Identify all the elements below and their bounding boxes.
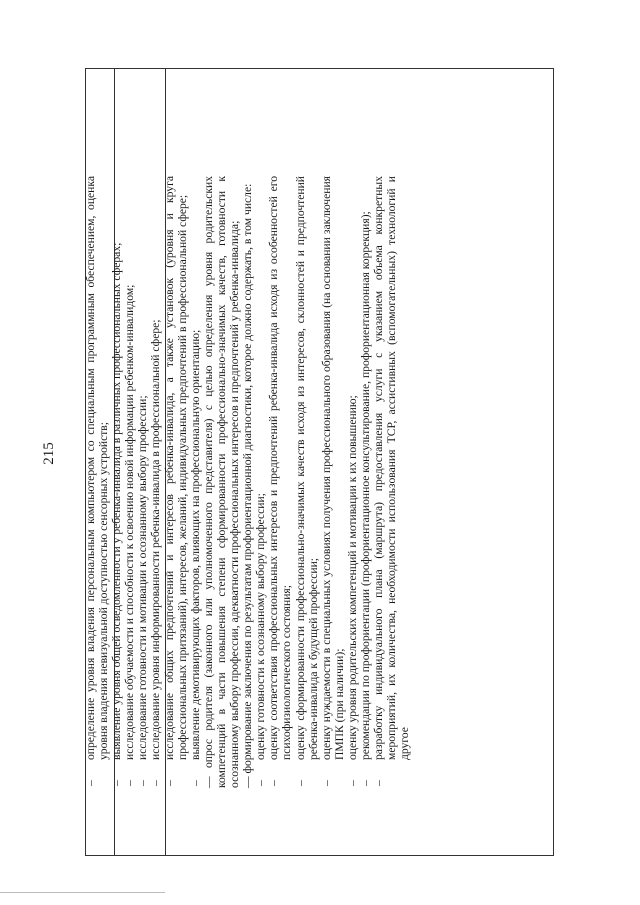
list-item-text: исследование общих предпочтений и интересов ребенка-инвалида, а также установок (уровня и круга профессиональных притязаний), интересов, желаний, индивидуальных предпочтений в профессиональной сфере;	[162, 176, 189, 760]
list-item-marker: –	[345, 780, 359, 786]
list-item-marker: –	[149, 780, 163, 786]
list-item-marker: –	[358, 780, 372, 786]
list-item-text: исследование обучаемости и способности к освоению новой информации ребенком-инвалидом;	[123, 284, 137, 760]
list-item-text: разработку индивидуального плана (маршрута) предоставления услуги с указанием объема конкретных мероприятий, их количества, необходимости использования ТСР, ассистивных (вспомогательных) технологий и другое	[372, 176, 412, 760]
list-item-text: оценку нуждаемости в специальных условиях получения профессионального образования (на основании заключения ПМПК (при наличии);	[319, 176, 346, 760]
list-item-marker: –	[372, 780, 386, 786]
list-item-marker: –	[267, 780, 281, 786]
list-item-text: исследование уровня информированности ребенка-инвалида в профессиональной сфере;	[149, 319, 163, 760]
cell-content	[80, 172, 411, 792]
list-item-text: рекомендации по профориентации (профориентационное консультирование, профориентационная коррекция);	[358, 211, 372, 760]
page-number	[38, 428, 60, 478]
list-item	[123, 176, 136, 788]
list-item	[84, 176, 110, 788]
list-item-marker: –	[254, 780, 268, 786]
list-item	[320, 176, 346, 788]
list-item	[346, 176, 359, 788]
list-item-marker: –	[188, 780, 202, 786]
rotated-table-cell	[80, 172, 550, 792]
list-item-marker: –	[319, 780, 333, 786]
list-item	[294, 176, 320, 788]
list-item-marker: –	[293, 780, 307, 786]
list-item-text: оценку сформированности профессионально-значимых качеств исходя из интересов, склонностей и предпочтений ребенка-инвалида к будущей профессии;	[293, 176, 320, 760]
list-item	[254, 176, 267, 788]
list-item	[110, 176, 123, 788]
list-item-text: оценку соответствия профессиональных интересов и предпочтений ребенка-инвалида исходя из особенностей его психофизиологического состояния;	[267, 176, 294, 760]
paragraph: — формирование заключения по результатам профориентационной диагностики, которое должно содержать, в том числе:	[241, 183, 255, 788]
list-item-text: оценку уровня родительских компетенций и мотивации к их повышению;	[345, 395, 359, 760]
list-item	[359, 176, 372, 788]
list-item-marker: –	[110, 780, 124, 786]
list-item-marker: –	[162, 780, 176, 786]
list-item-text: выявление демотивирующих факторов, влияющих на профессиональную ориентацию;	[188, 329, 202, 760]
list-item-marker: –	[136, 780, 150, 786]
list-item	[149, 176, 162, 788]
list-item	[189, 176, 202, 788]
list-item-marker: –	[84, 780, 97, 786]
list-item	[136, 176, 149, 788]
list-item	[267, 176, 293, 788]
list-item-text: определение уровня владения персональным компьютером со специальным программным обеспечением, оценка уровня владения невизуальной доступностью сенсорных устройств;	[84, 176, 111, 760]
list-item	[372, 176, 411, 788]
paragraph: — опрос родителя (законного или уполномоченного представителя) с целью определения уровня родительских компетенций в части повышения степени сформированности профессионально-значимых качеств, готовности к осознанному выбору профессии, адекватности профессиональных интересов и предпочтений у ребенка-инвалида;	[201, 176, 242, 788]
list-item	[163, 176, 189, 788]
list-item-text: исследование готовности и мотивации к осознанному выбору профессии;	[136, 395, 150, 760]
list-item-marker: –	[123, 780, 137, 786]
page-number-text: 215	[40, 441, 57, 465]
bottom-scan-line	[0, 892, 165, 893]
list-item-text: оценку готовности к осознанному выбору профессии;	[254, 493, 268, 760]
list-item-text: выявление уровня общей осведомленности у ребенка-инвалида в различных профессиональных сферах;	[110, 242, 124, 760]
